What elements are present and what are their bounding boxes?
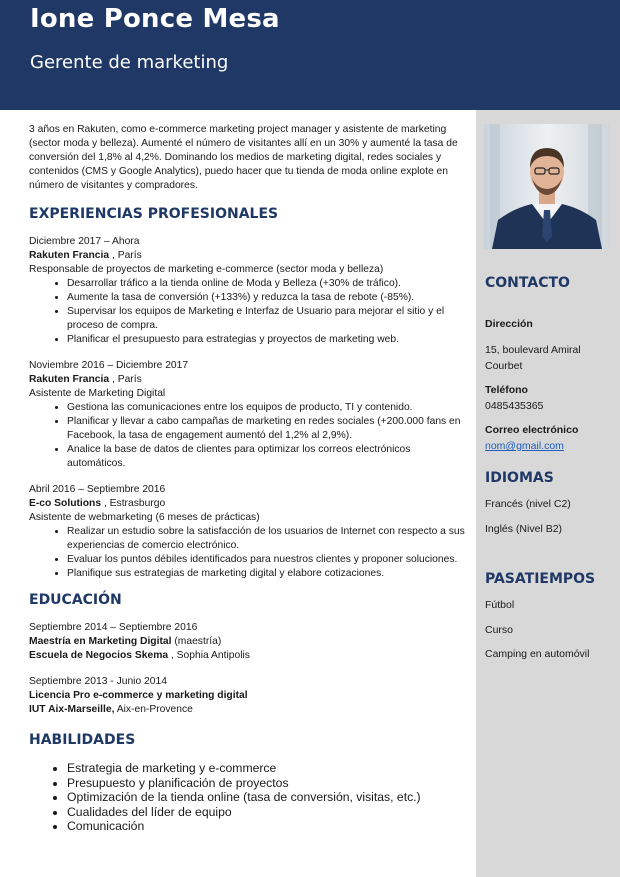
job-location: , París: [109, 374, 142, 385]
education-degree: Licencia Pro e-commerce y marketing digital: [29, 690, 248, 701]
education-dates: Septiembre 2014 – Septiembre 2016: [29, 622, 198, 633]
skills-heading: HABILIDADES: [29, 732, 136, 748]
job-entry: [29, 235, 469, 347]
job-role: Asistente de Marketing Digital: [29, 388, 166, 399]
list-item: • Gestiona las comunicaciones entre los equipos de producto, TI y contenido.: [67, 401, 469, 415]
education-entry: [29, 675, 469, 717]
address-line-2: Courbet: [485, 360, 523, 372]
profile-photo: [484, 124, 610, 249]
list-item: • Supervisar los equipos de Marketing e Interfaz de Usuario para mejorar el sitio y el proceso de compra.: [67, 305, 469, 333]
job-dates: Noviembre 2016 – Diciembre 2017: [29, 360, 189, 371]
list-item: • Evaluar los puntos débiles identificados para nuestros clientes y proponer soluciones.: [67, 553, 469, 567]
hobbies-heading: PASATIEMPOS: [485, 571, 596, 587]
list-item: • Comunicación: [67, 819, 469, 834]
list-item: • Optimización de la tienda online (tasa de conversión, visitas, etc.): [67, 790, 469, 805]
job-bullets: [29, 277, 469, 347]
education-degree-line: [29, 635, 469, 649]
education-heading: EDUCACIÓN: [29, 592, 122, 608]
education-school-location: Aix-en-Provence: [114, 704, 193, 715]
job-entry: [29, 483, 469, 581]
main-column: [29, 123, 469, 834]
education-school-line: [29, 649, 469, 663]
email-link[interactable]: nom@gmail.com: [485, 440, 564, 452]
job-title: Gerente de marketing: [30, 52, 229, 73]
education-degree-note: (maestría): [171, 636, 222, 647]
job-location: , París: [109, 250, 142, 261]
education-school-location: , Sophia Antipolis: [168, 650, 250, 661]
list-item: • Planificar y llevar a cabo campañas de marketing en redes sociales (+200.000 fans en Facebook, la tasa de engagement aumentó del 1,2% al 2,9%).: [67, 415, 469, 443]
list-item: • Analice la base de datos de clientes para optimizar los correos electrónicos automáticos.: [67, 443, 469, 471]
list-item: • Presupuesto y planificación de proyectos: [67, 776, 469, 791]
list-item: • Planifique sus estrategias de marketing digital y elabore cotizaciones.: [67, 567, 469, 581]
skills-list: [29, 761, 469, 834]
language-item: Francés (nivel C2): [485, 498, 571, 510]
hobby-item: Camping en automóvil: [485, 648, 590, 660]
job-company: Rakuten Francia: [29, 250, 110, 261]
list-item: • Cualidades del líder de equipo: [67, 805, 469, 820]
hobby-item: Fútbol: [485, 599, 515, 611]
header-banner: [0, 0, 620, 110]
phone-number: 0485435365: [485, 400, 544, 412]
language-item: Inglés (Nivel B2): [485, 523, 563, 535]
job-dates: Diciembre 2017 – Ahora: [29, 236, 140, 247]
list-item: • Desarrollar tráfico a la tienda online de Moda y Belleza (+30% de tráfico).: [67, 277, 469, 291]
job-role: Responsable de proyectos de marketing e-commerce (sector moda y belleza): [29, 264, 384, 275]
education-school: Escuela de Negocios Skema: [29, 650, 169, 661]
job-bullets: [29, 401, 469, 471]
address-line-1: 15, boulevard Amiral: [485, 344, 581, 356]
education-school-line: [29, 703, 469, 717]
education-school: IUT Aix-Marseille,: [29, 704, 115, 715]
job-role: Asistente de webmarketing (6 meses de prácticas): [29, 512, 260, 523]
list-item: • Realizar un estudio sobre la satisfacción de los usuarios de Internet con respecto a sus experiencias de comercio electrónico.: [67, 525, 469, 553]
job-company-line: [29, 373, 469, 387]
job-company: Rakuten Francia: [29, 374, 110, 385]
list-item: • Estrategia de marketing y e-commerce: [67, 761, 469, 776]
list-item: • Aumente la tasa de conversión (+133%) y reduzca la tasa de rebote (-85%).: [67, 291, 469, 305]
job-dates: Abril 2016 – Septiembre 2016: [29, 484, 166, 495]
education-degree-line: [29, 689, 469, 703]
job-company: E-co Solutions: [29, 498, 102, 509]
candidate-name: Ione Ponce Mesa: [30, 4, 280, 34]
languages-heading: IDIOMAS: [485, 470, 554, 486]
list-item: • Planificar el presupuesto para estrategias y proyectos de marketing web.: [67, 333, 469, 347]
job-location: , Estrasburgo: [101, 498, 166, 509]
education-degree: Maestría en Marketing Digital: [29, 636, 172, 647]
hobby-item: Curso: [485, 624, 514, 636]
contact-heading: CONTACTO: [485, 275, 570, 291]
job-entry: [29, 359, 469, 471]
education-dates: Septiembre 2013 - Junio 2014: [29, 676, 167, 687]
job-bullets: [29, 525, 469, 581]
job-company-line: [29, 249, 469, 263]
education-entry: [29, 621, 469, 663]
phone-label: Teléfono: [485, 384, 528, 396]
job-company-line: [29, 497, 469, 511]
profile-summary: 3 años en Rakuten, como e-commerce marketing project manager y asistente de marketing (sector moda y belleza). Aumenté el número de visitantes allí en un 30% y aumenté la tasa de conversión del 1,8% al 4,2%. Dominando los medios de marketing digital, redes sociales y contenidos (CMS y Google Analytics), puedo hacer que tu tienda de moda online explote en número de visitantes y compradores.: [29, 124, 458, 191]
address-label: Dirección: [485, 318, 533, 330]
email-label: Correo electrónico: [485, 424, 579, 436]
experience-heading: EXPERIENCIAS PROFESIONALES: [29, 206, 279, 222]
